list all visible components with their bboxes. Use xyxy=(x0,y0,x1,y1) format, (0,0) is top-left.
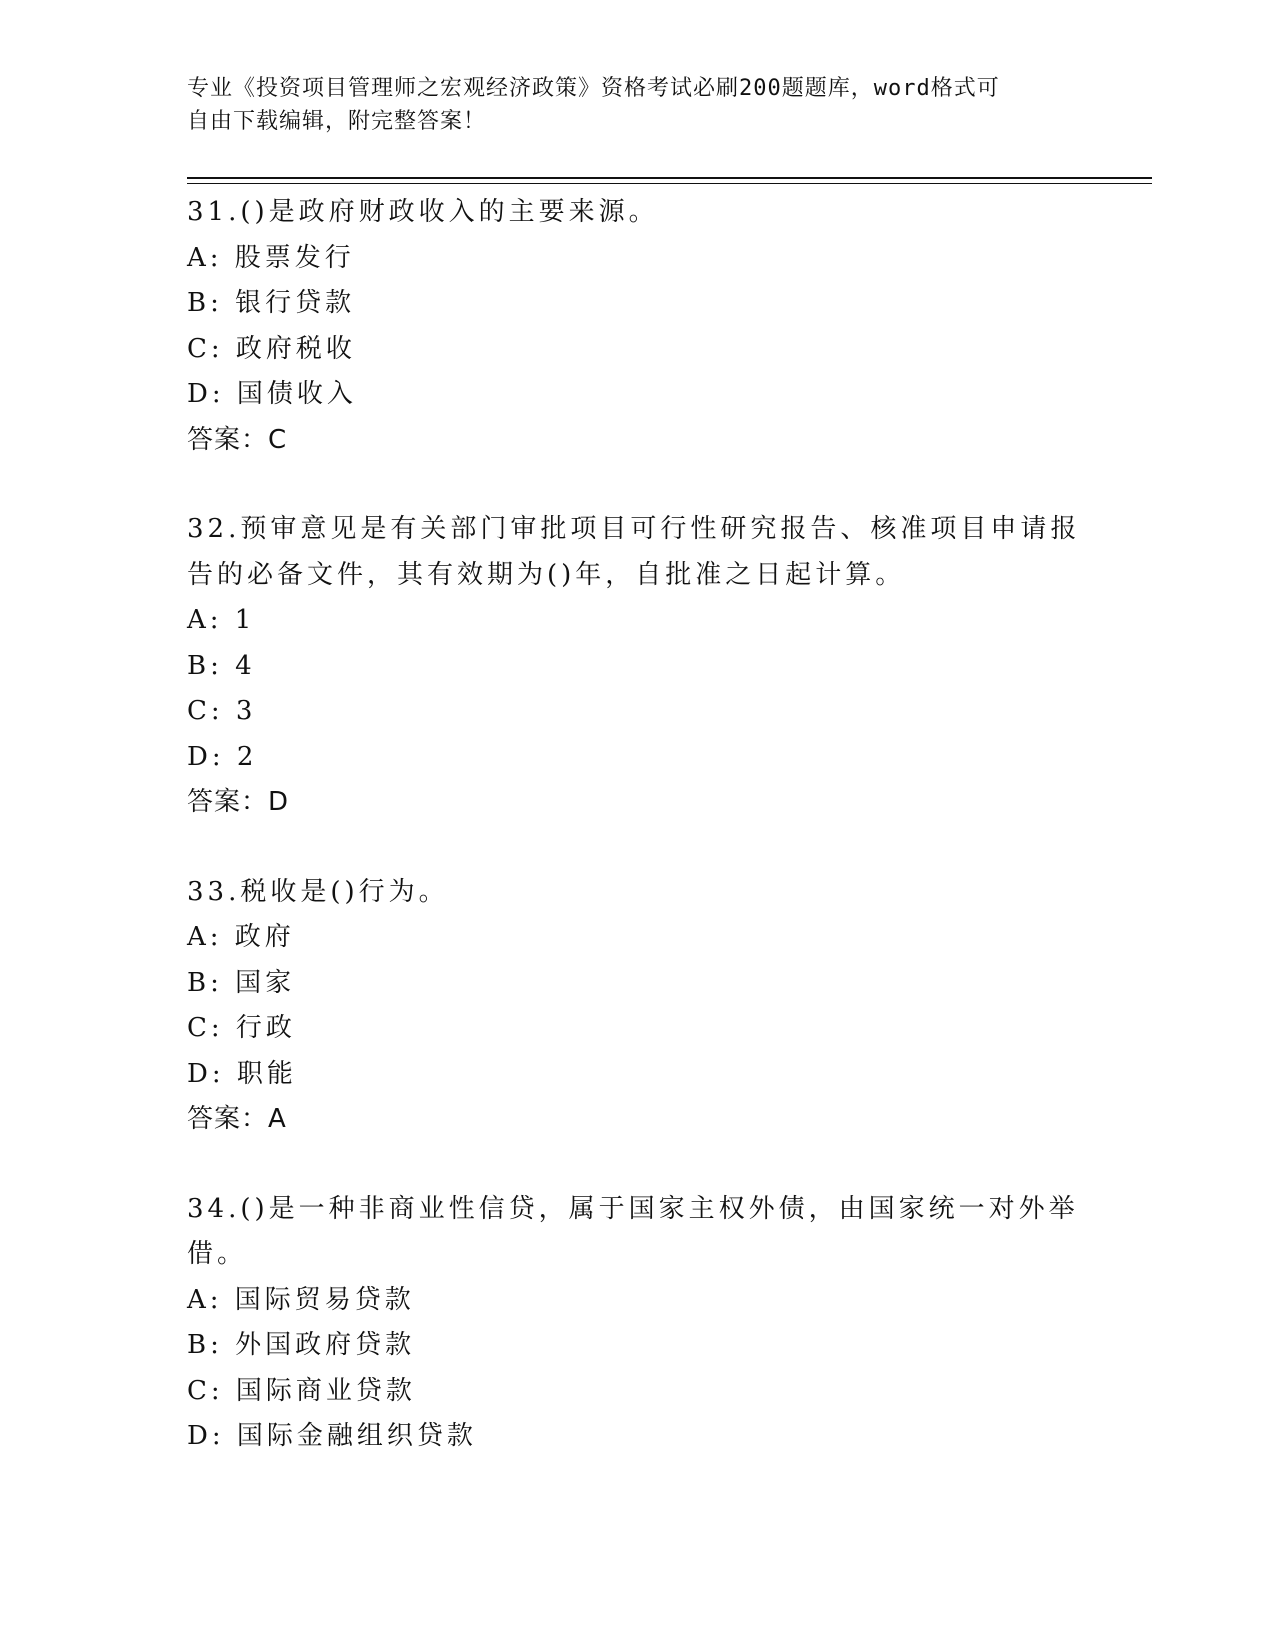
option-d: D: 国债收入 xyxy=(187,379,357,409)
option-a: A: 国际贸易贷款 xyxy=(187,1284,415,1315)
option-a: A: 政府 xyxy=(187,922,295,952)
header-rule-top xyxy=(187,177,1152,179)
document-header xyxy=(187,72,1067,138)
option-c: C: 3 xyxy=(187,696,257,726)
option-d: D: 职能 xyxy=(187,1058,297,1089)
question-stem: 33.税收是()行为。 xyxy=(187,876,449,907)
option-b: B: 银行贷款 xyxy=(187,288,356,318)
question-33 xyxy=(187,870,1087,1143)
option-a: A: 1 xyxy=(187,605,256,635)
option-a: A: 股票发行 xyxy=(187,242,355,273)
option-b: B: 4 xyxy=(187,650,256,681)
answer: 答案：A xyxy=(187,1104,287,1134)
answer: 答案：D xyxy=(187,787,290,817)
header-line-2: 自由下载编辑，附完整答案！ xyxy=(187,109,487,134)
question-stem: 32.预审意见是有关部门审批项目可行性研究报告、核准项目申请报告的必备文件，其有效期为()年，自批准之日起计算。 xyxy=(187,514,1081,590)
question-stem: 34.()是一种非商业性信贷，属于国家主权外债，由国家统一对外举借。 xyxy=(187,1193,1079,1269)
question-stem: 31.()是政府财政收入的主要来源。 xyxy=(187,197,659,227)
option-b: B: 国家 xyxy=(187,967,296,998)
question-31 xyxy=(187,190,1087,463)
header-rule-bottom xyxy=(187,183,1152,184)
option-c: C: 政府税收 xyxy=(187,333,356,364)
header-line-1: 专业《投资项目管理师之宏观经济政策》资格考试必刷200题题库，word格式可 xyxy=(187,76,1000,101)
option-c: C: 行政 xyxy=(187,1013,296,1043)
option-c: C: 国际商业贷款 xyxy=(187,1375,416,1406)
answer: 答案：C xyxy=(187,424,288,455)
question-34 xyxy=(187,1187,1087,1460)
option-d: D: 2 xyxy=(187,741,258,772)
question-32 xyxy=(187,507,1087,826)
question-list xyxy=(187,190,1087,1504)
option-b: B: 外国政府贷款 xyxy=(187,1330,416,1360)
option-d: D: 国际金融组织贷款 xyxy=(187,1421,477,1451)
